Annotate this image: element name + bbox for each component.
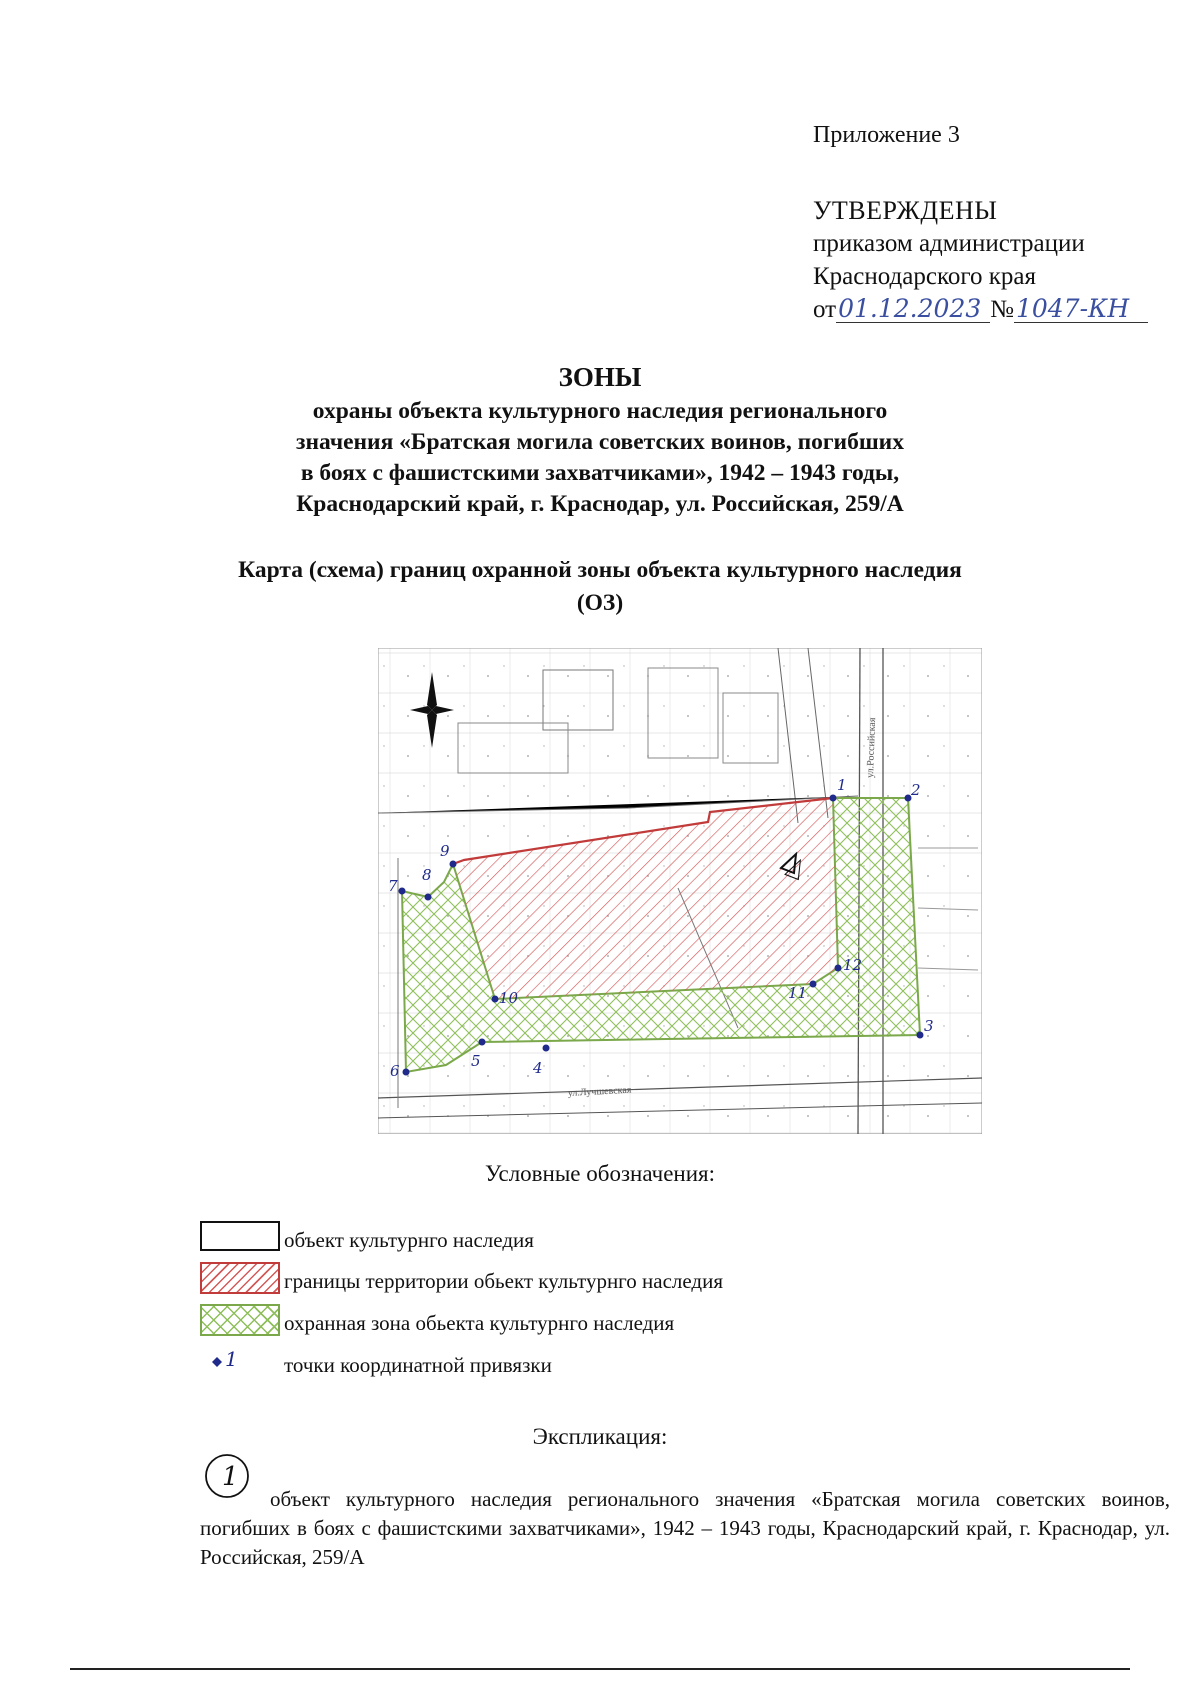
title-line-2: значения «Братская могила советских воинов, погибших <box>296 429 904 455</box>
approved-line-2: приказом администрации <box>813 230 1085 257</box>
title-line-1: охраны объекта культурного наследия регионального <box>312 398 888 424</box>
point-4-label: 4 <box>533 1059 543 1077</box>
legend-label-zone: охранная зона обьекта культурнго наследия <box>284 1311 675 1335</box>
point-12-label: 12 <box>843 956 863 974</box>
point-2-label: 2 <box>911 781 921 799</box>
point-9 <box>450 861 457 868</box>
point-3-label: 3 <box>924 1017 934 1035</box>
legend-swatch-zone <box>200 1304 280 1336</box>
explication-title: Экспликация: <box>532 1424 668 1449</box>
point-5-label: 5 <box>471 1052 481 1070</box>
explication-marker-number: 1 <box>222 1462 239 1492</box>
point-7 <box>399 888 406 895</box>
legend-label-territory: границы территории обьект культурнго наследия <box>284 1269 724 1293</box>
point-1 <box>830 795 837 802</box>
appendix-number: Приложение 3 <box>813 122 960 148</box>
document-title: ЗОНЫ <box>558 362 642 392</box>
legend-swatch-object <box>200 1221 280 1251</box>
map-caption-line-2: (ОЗ) <box>576 590 624 616</box>
legend-label-object: объект культурнго наследия <box>284 1228 534 1252</box>
point-5 <box>479 1039 486 1046</box>
approved-line-3: Краснодарского края <box>813 263 1036 290</box>
zone-map <box>378 648 982 1134</box>
document-title-body <box>0 396 1200 520</box>
title-line-4: Краснодарский край, г. Краснодар, ул. Российская, 259/А <box>296 491 904 517</box>
map-caption-line-1: Карта (схема) границ охранной зоны объекта культурного наследия <box>238 557 962 583</box>
number-prefix: № <box>990 296 1014 323</box>
point-6-label: 6 <box>390 1062 400 1080</box>
legend-title: Условные обозначения: <box>484 1161 716 1186</box>
explication-text: объект культурного наследия регионального значения «Братская могила советских воинов, погибших в боях с фашистскими захватчиками», 1942 – 1943 годы, Краснодарский край, г. Краснодар, ул. Российская, 259/А <box>200 1487 1170 1569</box>
point-10 <box>492 996 499 1003</box>
point-12 <box>835 965 842 972</box>
point-8-label: 8 <box>422 866 432 884</box>
title-line-3: в боях с фашистскими захватчиками», 1942 – 1943 годы, <box>300 460 900 486</box>
point-7-label: 7 <box>388 877 398 895</box>
handwritten-date: 01.12.2023 <box>836 296 990 323</box>
point-11 <box>810 981 817 988</box>
date-prefix: от <box>813 296 837 323</box>
legend-swatch-territory <box>200 1262 280 1294</box>
legend-label-point: точки координатной привязки <box>284 1353 552 1377</box>
point-4 <box>543 1045 550 1052</box>
street-label-south: ул.Лучшевская <box>567 1084 632 1099</box>
point-11-label: 11 <box>788 984 808 1002</box>
approved-title: УТВЕРЖДЕНЫ <box>813 196 998 225</box>
legend-swatch-point <box>200 1346 280 1378</box>
point-9-label: 9 <box>440 842 450 860</box>
street-label-east: ул.Российская <box>865 717 879 779</box>
approval-block <box>813 194 1148 326</box>
point-8 <box>425 894 432 901</box>
handwritten-number: 1047-КН <box>1014 296 1148 323</box>
map-caption <box>0 554 1200 620</box>
approval-date-row <box>813 293 1148 326</box>
point-3 <box>917 1032 924 1039</box>
point-1-label: 1 <box>837 776 847 794</box>
page-bottom-rule <box>70 1668 1130 1670</box>
legend-point-number: 1 <box>225 1347 238 1371</box>
point-10-label: 10 <box>499 989 519 1007</box>
point-6 <box>403 1069 410 1076</box>
